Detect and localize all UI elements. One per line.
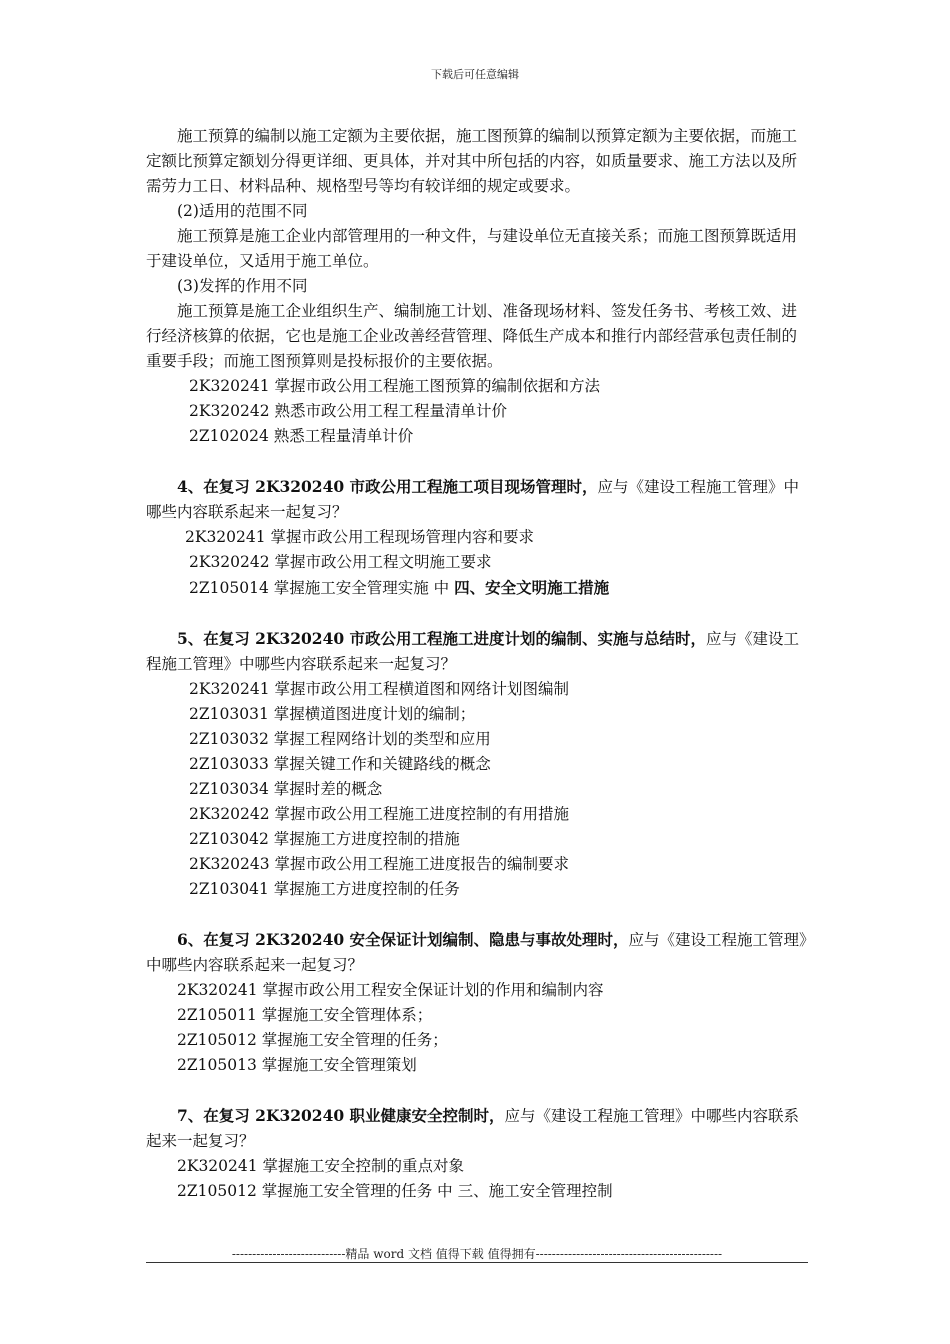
reference-item: 2Z103031 掌握横道图进度计划的编制；: [189, 705, 476, 723]
reference-item: 2K320241 掌握市政公用工程横道图和网络计划图编制: [189, 680, 570, 698]
reference-item: 2K320241 掌握施工安全控制的重点对象: [177, 1157, 465, 1175]
reference-item: 2Z102024 熟悉工程量清单计价: [189, 427, 414, 445]
question-6-rest: 应与《建设工程施工管理》中哪些内容联系起来一起复习？: [146, 931, 807, 974]
reference-item: 2Z105013 掌握施工安全管理策划: [177, 1056, 417, 1074]
reference-item: 2K320242 掌握市政公用工程文明施工要求: [189, 553, 492, 571]
question-7-bold: 7、在复习 2K320240 职业健康安全控制时，: [177, 1106, 505, 1125]
reference-item: 2Z103041 掌握施工方进度控制的任务: [189, 880, 460, 898]
page-footer: ----------------------------精品 word 文档 值得下载 值得拥有----------------------------------------------: [231, 1247, 723, 1261]
reference-item: 2Z103034 掌握时差的概念: [189, 780, 383, 798]
footer-rule: [146, 1262, 808, 1263]
question-7: [146, 1103, 811, 1154]
reference-item-text: 2Z105014 掌握施工安全管理实施 中: [189, 579, 455, 597]
question-5: [146, 626, 811, 677]
reference-item: [146, 575, 811, 601]
subheading-scope: (2)适用的范围不同: [177, 202, 308, 220]
reference-item: 2Z103033 掌握关键工作和关键路线的概念: [189, 755, 491, 773]
paragraph-basis: 施工预算的编制以施工定额为主要依据，施工图预算的编制以预算定额为主要依据，而施工定额比预算定额划分得更详细、更具体，并对其中所包括的内容，如质量要求、施工方法以及所需劳力工日、材料品种、规格型号等均有较详细的规定或要求。: [146, 127, 798, 195]
reference-item: 2K320241 掌握市政公用工程安全保证计划的作用和编制内容: [177, 981, 604, 999]
reference-item: 2Z105011 掌握施工安全管理体系；: [177, 1006, 433, 1024]
spacer: [146, 449, 811, 474]
question-4: [146, 474, 811, 525]
page-header: 下载后可任意编辑: [431, 68, 519, 81]
question-7-rest: 应与《建设工程施工管理》中哪些内容联系起来一起复习？: [146, 1107, 800, 1150]
question-5-rest: 应与《建设工程施工管理》中哪些内容联系起来一起复习？: [146, 630, 800, 673]
reference-item: 2K320241 掌握市政公用工程现场管理内容和要求: [185, 528, 535, 546]
question-4-rest: 应与《建设工程施工管理》中哪些内容联系起来一起复习？: [146, 478, 800, 521]
question-4-bold: 4、在复习 2K320240 市政公用工程施工项目现场管理时，: [177, 477, 598, 496]
reference-item: 2K320242 掌握市政公用工程施工进度控制的有用措施: [189, 805, 570, 823]
spacer: [146, 902, 811, 927]
reference-item-emphasis: 四、安全文明施工措施: [454, 578, 610, 597]
paragraph-scope: 施工预算是施工企业内部管理用的一种文件，与建设单位无直接关系；而施工图预算既适用于建设单位，又适用于施工单位。: [146, 227, 798, 270]
reference-item: 2Z103042 掌握施工方进度控制的措施: [189, 830, 460, 848]
reference-item: 2Z103032 掌握工程网络计划的类型和应用: [189, 730, 491, 748]
reference-item: 2Z105012 掌握施工安全管理的任务；: [177, 1031, 448, 1049]
paragraph-function: 施工预算是施工企业组织生产、编制施工计划、准备现场材料、签发任务书、考核工效、进行经济核算的依据，它也是施工企业改善经营管理、降低生产成本和推行内部经营承包责任制的重要手段；而施工图预算则是投标报价的主要依据。: [146, 302, 798, 370]
document-body: [146, 124, 811, 1204]
subheading-function: (3)发挥的作用不同: [177, 277, 308, 295]
reference-item: 2Z105012 掌握施工安全管理的任务 中 三、施工安全管理控制: [177, 1182, 613, 1200]
spacer: [146, 601, 811, 626]
spacer: [146, 1078, 811, 1103]
reference-item: 2K320242 熟悉市政公用工程工程量清单计价: [189, 402, 508, 420]
question-6-bold: 6、在复习 2K320240 安全保证计划编制、隐患与事故处理时，: [177, 930, 629, 949]
question-6: [146, 927, 811, 978]
reference-item: 2K320243 掌握市政公用工程施工进度报告的编制要求: [189, 855, 570, 873]
question-5-bold: 5、在复习 2K320240 市政公用工程施工进度计划的编制、实施与总结时，: [177, 629, 707, 648]
reference-item: 2K320241 掌握市政公用工程施工图预算的编制依据和方法: [189, 377, 601, 395]
